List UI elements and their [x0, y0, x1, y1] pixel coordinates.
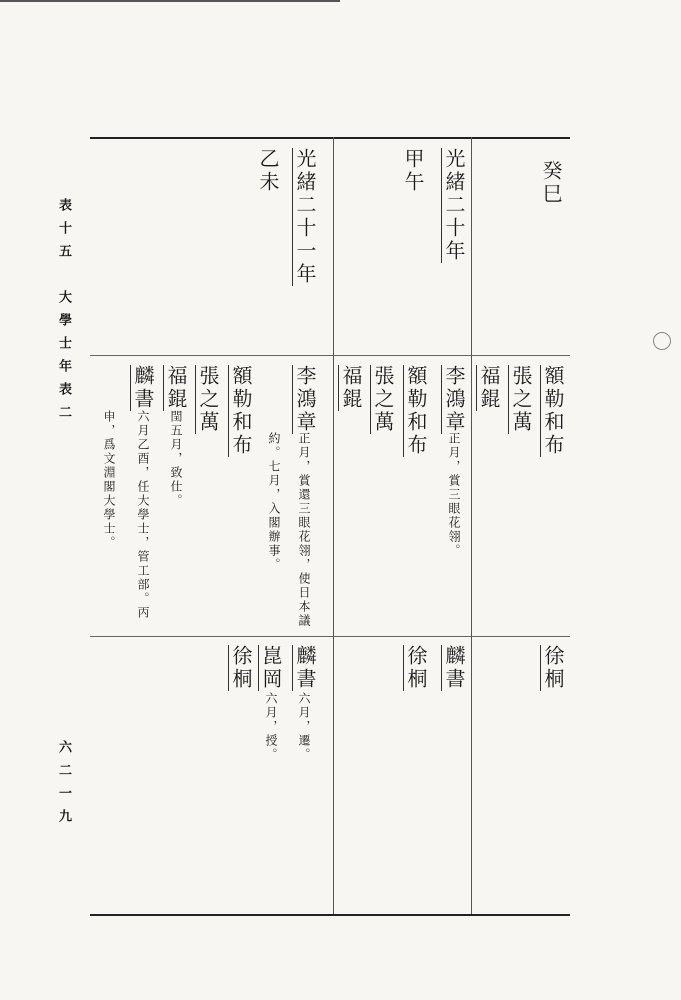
secretary-name: 福錕 — [164, 365, 188, 411]
secretary-note-continued: 約。七月，入閣辦事。 — [267, 432, 281, 572]
row-divider-1 — [90, 355, 570, 356]
secretary-name: 張之萬 — [371, 365, 395, 434]
secretary-name: 額勒和布 — [541, 365, 565, 457]
secretary-note: 正月，賞三眼花翎。 — [447, 432, 461, 558]
table-bottom-rule — [90, 914, 570, 916]
assistant-note: 六月，授。 — [264, 692, 278, 762]
column-divider-1 — [471, 137, 472, 914]
secretary-name: 李鴻章 — [293, 365, 317, 434]
secretary-name: 麟書 — [131, 365, 155, 411]
secretary-note: 正月，賞還三眼花翎，使日本議 — [297, 432, 311, 628]
secretary-note: 六月乙酉，任大學士，管工部。丙 — [136, 410, 150, 620]
row-divider-2 — [90, 636, 570, 637]
column-divider-2 — [333, 137, 334, 914]
year-ganzhi: 乙未 — [256, 148, 280, 194]
assistant-name: 徐桐 — [541, 645, 565, 691]
year-era: 光緒二十一年 — [293, 148, 317, 286]
year-ganzhi: 甲午 — [401, 148, 425, 194]
page-number: 六二一九 — [56, 740, 71, 832]
secretary-name: 張之萬 — [509, 365, 533, 434]
assistant-name: 徐桐 — [229, 645, 253, 691]
secretary-name: 額勒和布 — [404, 365, 428, 457]
assistant-name: 麟書 — [293, 645, 317, 691]
assistant-name: 徐桐 — [404, 645, 428, 691]
left-margin-header: 表十五 大學士年表二 — [56, 198, 71, 428]
assistant-note: 六月，遷。 — [297, 692, 311, 762]
assistant-name: 崑岡 — [259, 645, 283, 691]
scan-top-edge — [0, 0, 340, 2]
secretary-name: 李鴻章 — [442, 365, 466, 434]
secretary-name: 福錕 — [339, 365, 363, 411]
year-ganzhi: 癸巳 — [539, 160, 563, 206]
secretary-name: 福錕 — [477, 365, 501, 411]
secretary-name: 額勒和布 — [229, 365, 253, 457]
table-top-rule — [90, 137, 570, 139]
secretary-note: 閏五月，致仕。 — [169, 410, 183, 508]
year-era: 光緒二十年 — [442, 148, 466, 263]
library-seal-icon — [653, 332, 671, 350]
secretary-name: 張之萬 — [196, 365, 220, 434]
assistant-name: 麟書 — [442, 645, 466, 691]
secretary-note-continued: 申，爲文淵閣大學士。 — [102, 410, 116, 550]
